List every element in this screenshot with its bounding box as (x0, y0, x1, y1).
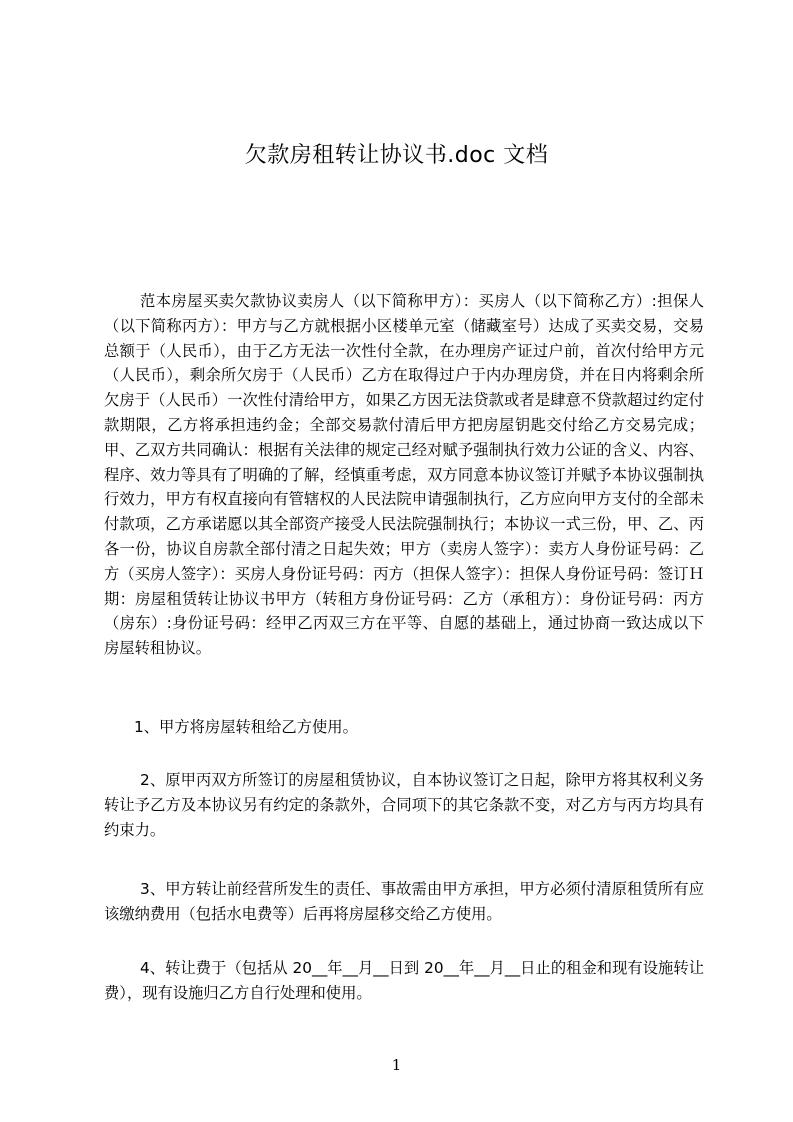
paragraph-clause-2: 2、原甲丙双方所签订的房屋租赁协议，自本协议签订之日起，除甲方将其权利义务转让予乙方及本协议另有约定的条款外，合同项下的其它条款不变，对乙方与丙方均具有约束力。 (104, 771, 704, 839)
paragraph-clause-4: 4、转让费于（包括从 20__年__月__日到 20__年__月__日止的租金和现有设施转让费），现有设施归乙方自行处理和使用。 (104, 959, 704, 1002)
paragraph-clause-3: 3、甲方转让前经营所发生的责任、事故需由甲方承担，甲方必须付清原租赁所有应该缴纳费用（包括水电费等）后再将房屋移交给乙方使用。 (104, 880, 704, 923)
paragraph-clause-1: 1、甲方将房屋转租给乙方使用。 (134, 718, 358, 736)
document-title: 欠款房租转让协议书.doc 文档 (244, 143, 549, 168)
page-number: 1 (391, 1056, 402, 1074)
paragraph-preamble: 范本房屋买卖欠款协议卖房人（以下简称甲方）：买房人（以下简称乙方）:担保人（以下简称丙方）：甲方与乙方就根据小区楼单元室（储藏室号）达成了买卖交易，交易总额于（人民币），由于乙方无法一次性付全款，在办理房产证过户前，首次付给甲方元（人民币），剩余所欠房于（人民币）乙方在取得过户于内办理房贷，并在日内将剩余所欠房于（人民币）一次性付清给甲方，如果乙方因无法贷款或者是肆意不贷款超过约定付款期限，乙方将承担违约金；全部交易款付清后甲方把房屋钥匙交付给乙方交易完成；甲、乙双方共同确认：根据有关法律的规定己经对赋予强制执行效力公证的含义、内容、程序、效力等具有了明确的了解，经慎重考虑，双方同意本协议签订并赋予本协议强制执行效力，甲方有权直接向有管辖权的人民法院申请强制执行，乙方应向甲方支付的全部未付款项，乙方承诺愿以其全部资产接受人民法院强制执行；本协议一式三份，甲、乙、丙各一份，协议自房款全部付清之日起失效；甲方（卖房人签字）：卖方人身份证号码：乙方（买房人签字）：买房人身份证号码：丙方（担保人签字）：担保人身份证号码：签订Ｈ期：房屋租赁转让协议书甲方（转租方身份证号码：乙方（承租方）：身份证号码：丙方（房东）:身份证号码：经甲乙丙双三方在平等、自愿的基础上，通过协商一致达成以下房屋转租协议。 (104, 292, 704, 658)
